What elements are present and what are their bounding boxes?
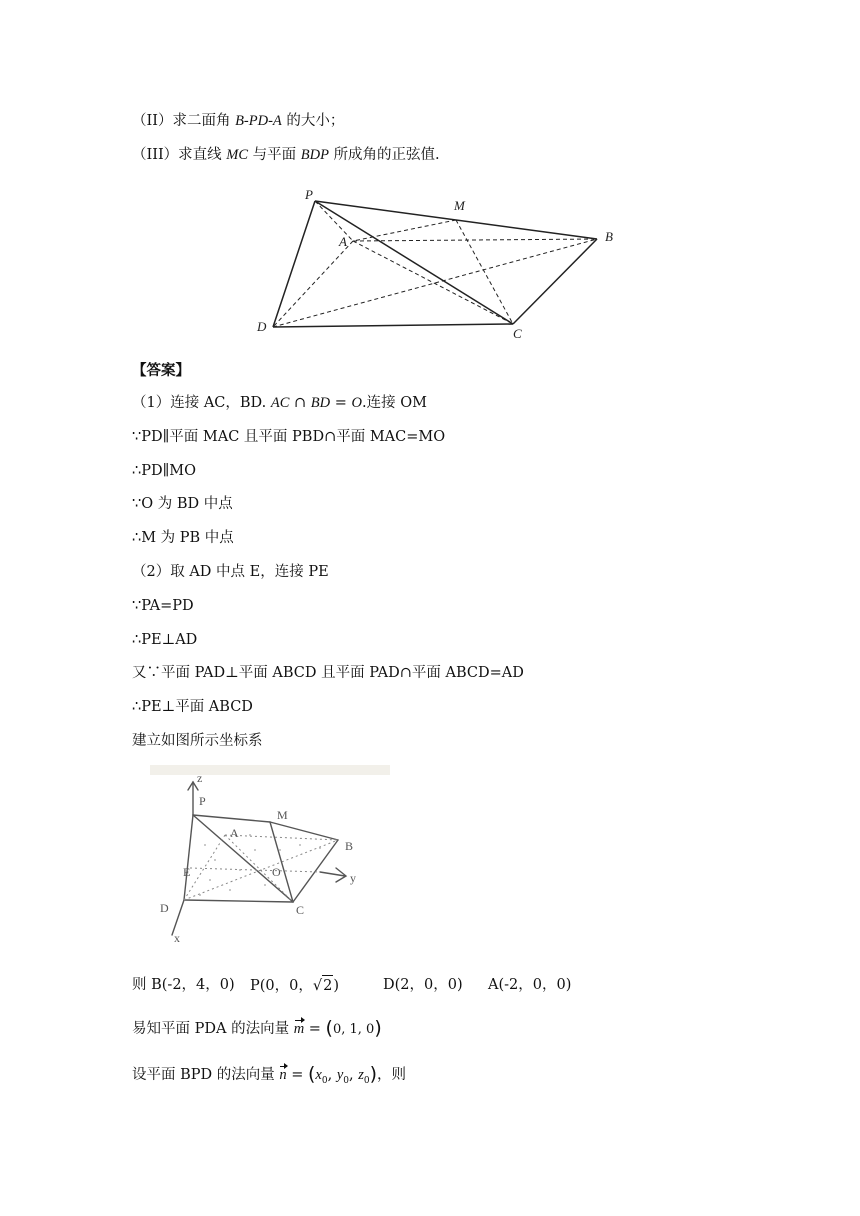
edge-dc	[273, 324, 513, 327]
edge-pd	[273, 201, 315, 327]
normal-n-line: 设平面 BPD 的法向量 $n = (x_0$, $y_0$, $z_0$)，则	[132, 1063, 407, 1086]
q3-mid: 与平面	[252, 147, 297, 163]
edge-ma	[353, 220, 456, 241]
coord-d: D(2，0，0)	[383, 977, 463, 993]
vector-n: n	[279, 1067, 287, 1083]
x-axis	[172, 900, 184, 935]
coord-a: A(-2，0，0)	[488, 977, 572, 993]
sketch-mc	[270, 822, 293, 902]
answer-line-6: （2）取 AD 中点 E，连接 PE	[132, 564, 329, 580]
q2-expression: B-PD-A	[235, 113, 282, 129]
sketch-label-a: A	[230, 826, 239, 840]
answer-line-4: ∵O 为 BD 中点	[132, 496, 233, 512]
q2-tail: 的大小；	[286, 113, 345, 129]
edge-cb	[513, 239, 597, 324]
sketch-label-x: x	[174, 931, 180, 945]
vector-m: m	[293, 1021, 305, 1037]
sketch-label-e: E	[183, 865, 191, 879]
sketch-label-c: C	[296, 903, 305, 917]
sketch-label-z: z	[197, 771, 203, 785]
sketch-label-p: P	[199, 794, 206, 808]
answer-line-8: ∴PE⊥AD	[132, 632, 198, 648]
pyramid-figure	[250, 185, 630, 345]
answer-heading: 【答案】	[132, 363, 190, 379]
answer-line-7: ∵PA=PD	[132, 598, 194, 614]
answer-line-9: 又∵平面 PAD⊥平面 ABCD 且平面 PAD∩平面 ABCD=AD	[132, 665, 524, 681]
answer-line-10: ∴PE⊥平面 ABCD	[132, 699, 253, 715]
q3-plane-bdp: BDP	[300, 147, 329, 163]
q3-tail: 所成角的正弦值.	[333, 147, 440, 163]
sketch-label-m: M	[277, 808, 288, 822]
q3-label: （III）求直线	[132, 147, 222, 163]
answer-line-2: ∵PD∥平面 MAC 且平面 PBD∩平面 MAC=MO	[132, 429, 446, 445]
sketch-label-y: y	[350, 871, 356, 885]
question-3	[132, 145, 440, 165]
sketch-label-b: B	[345, 839, 354, 853]
sketch-label-o: O	[272, 865, 281, 879]
edge-pc	[315, 201, 513, 324]
sketch-dc	[184, 900, 293, 902]
label-m: M	[454, 198, 465, 213]
sketch-pm	[193, 815, 270, 822]
answer-line-1: （1）连接 AC，BD. AC ∩ BD = O.连接 OM	[132, 395, 427, 411]
question-2	[132, 111, 344, 131]
q3-line-mc: MC	[226, 147, 249, 163]
sketch-pc	[193, 815, 293, 902]
label-p: P	[305, 187, 313, 202]
answer-line-11: 建立如图所示坐标系	[132, 733, 263, 749]
edge-mc	[456, 220, 513, 324]
sketch-label-d: D	[160, 901, 169, 915]
q2-label: （II）求二面角	[132, 113, 231, 129]
coord-p: P(0，0，√2)	[250, 975, 339, 996]
coord-b: 则 B(-2，4，0)	[132, 977, 235, 993]
edge-ab	[353, 239, 597, 241]
normal-m-line: 易知平面 PDA 的法向量 m = (0, 1, 0)	[132, 1017, 382, 1039]
label-c: C	[513, 326, 522, 341]
answer-line-3: ∴PD∥MO	[132, 463, 197, 479]
answer-line-5: ∴M 为 PB 中点	[132, 530, 234, 546]
label-a: A	[339, 234, 347, 249]
edge-ad	[273, 241, 353, 327]
coordinate-sketch	[140, 760, 400, 950]
label-b: B	[605, 229, 613, 244]
edge-ac	[353, 241, 513, 324]
label-d: D	[257, 319, 267, 334]
sketch-smudge	[150, 765, 390, 775]
